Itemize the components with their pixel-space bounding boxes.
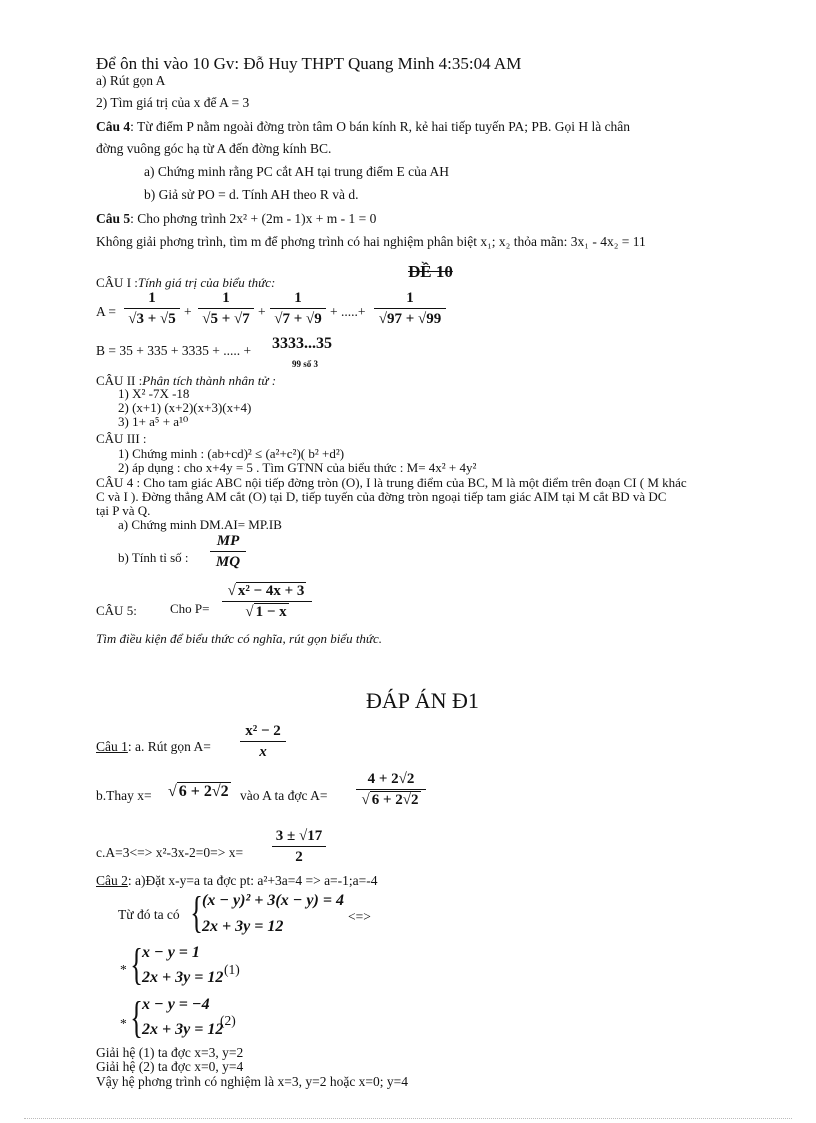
line-rut-gon: a) Rút gọn A <box>96 73 166 88</box>
a-term-1 <box>124 289 180 328</box>
cau2-label: CÂU II : <box>96 373 143 388</box>
x-value: √ 6 + 2√2 <box>168 783 229 800</box>
sys2-tag: (2) <box>220 1013 236 1028</box>
cau3-item-1: 1) Chứng minh : (ab+cd)² ≤ (a²+c²)( b² +d²) <box>118 446 345 461</box>
sys2-eq2: 2x + 3y = 12 <box>142 1021 224 1038</box>
cau4-de10-line2: C và I ). Đờng thẳng AM cắt (O) tại D, tiếp tuyến của đờng tròn ngoại tiếp tam giác AIM tại M cắt BD và DC <box>96 489 667 504</box>
ans-cau1-a <box>96 739 211 755</box>
ans-cau2-text: : a)Đặt x-y=a ta đợc pt: a²+3a=4 => a=-1;a=-4 <box>127 873 378 888</box>
a-term-4-den: √97 + √99 <box>378 311 442 327</box>
b-tail: 3333...35 <box>272 335 332 352</box>
a-term-2-num: 1 <box>222 290 230 306</box>
x-value-expr: 6 + 2√2 <box>178 783 229 800</box>
plus-2: + <box>258 304 266 319</box>
b-line: B = 35 + 335 + 3335 + ..... + <box>96 343 252 358</box>
p-den: √ 1 − x <box>245 604 287 620</box>
conclusion: Vậy hệ phơng trình có nghiệm là x=3, y=2 hoặc x=0; y=4 <box>96 1074 409 1089</box>
equiv-sign: <=> <box>348 909 371 924</box>
cau1-text: Tính giá trị của biểu thức: <box>137 275 276 290</box>
b-frac-den: √ 6 + 2√2 <box>361 792 419 808</box>
a-frac <box>240 722 286 761</box>
b-frac-num: 4 + 2√2 <box>367 771 415 787</box>
sys2-eq1: x − y = −4 <box>142 996 210 1013</box>
cau4-a: a) Chứng minh rằng PC cắt AH tại trung điểm E của AH <box>144 164 450 179</box>
ans-cau1-label: Câu 1 <box>96 739 128 754</box>
c-frac <box>272 827 326 866</box>
cau4-de10-line3: tại P và Q. <box>96 503 151 518</box>
cau4-text: : Từ điểm P nằm ngoài đờng tròn tâm O bán kính R, kẻ hai tiếp tuyến PA; PB. Gọi H là chân <box>130 119 631 134</box>
cau2-text: Phân tích thành nhân tử : <box>142 373 277 388</box>
a-term-3-num: 1 <box>294 290 302 306</box>
sys1-eq2: 2x + 3y = 12 <box>142 969 224 986</box>
a-term-4-num: 1 <box>406 290 414 306</box>
de10-title: ĐỀ 10 <box>408 262 453 281</box>
p-num: √ x² − 4x + 3 <box>227 583 305 599</box>
tu-do-ta-co: Từ đó ta có <box>118 907 180 922</box>
ans-cau2-label: Câu 2 <box>96 873 128 888</box>
ans-cau1-b: b.Thay x= <box>96 788 152 803</box>
sys0-eq2: 2x + 3y = 12 <box>202 918 284 935</box>
b-under: 99 số 3 <box>292 359 319 369</box>
plus-1: + <box>184 304 192 319</box>
c-frac-den: 2 <box>295 849 303 865</box>
a-term-4 <box>374 289 446 328</box>
mp-num: MP <box>216 533 240 549</box>
brace-2: { <box>130 993 143 1042</box>
page-bottom-divider <box>24 1118 792 1119</box>
b-frac-den-expr: 6 + 2√2 <box>371 792 419 808</box>
a-term-3 <box>270 289 326 328</box>
a-term-1-num: 1 <box>148 290 156 306</box>
sys1-eq1: x − y = 1 <box>142 944 200 961</box>
sys1-tag: (1) <box>224 962 240 977</box>
cau5-de10-text: Cho P= <box>170 601 210 616</box>
star-1: * <box>120 962 127 977</box>
ans-cau1-c: c.A=3<=> x²-3x-2=0=> x= <box>96 845 244 860</box>
mq-den: MQ <box>215 554 241 570</box>
cau5-de10-label: CÂU 5: <box>96 603 137 618</box>
cau3-item-2: 2) áp dụng : cho x+4y = 5 . Tìm GTNN của biểu thức : M= 4x² + 4y² <box>118 460 477 475</box>
cau3-label: CÂU III : <box>96 431 147 446</box>
mp-mq-fraction <box>210 532 246 571</box>
cau2-item-2: 2) (x+1) (x+2)(x+3)(x+4) <box>118 400 252 415</box>
a-frac-num: x² − 2 <box>245 723 281 739</box>
cau5-de10-note: Tìm điều kiện để biểu thức có nghĩa, rút gọn biểu thức. <box>96 631 383 646</box>
answer-title: ĐÁP ÁN Đ1 <box>366 688 479 713</box>
cau4-de10-a: a) Chứng minh DM.AI= MP.IB <box>118 517 282 532</box>
cau1-label: CÂU I : <box>96 275 138 290</box>
cau4-de10-b: b) Tính tỉ số : <box>118 550 189 565</box>
p-fraction <box>222 582 312 621</box>
cau5-line2: Không giải phơng trình, tìm m để phơng trình có hai nghiệm phân biệt x₁; x₂ thỏa mãn: 3x₁ - 4x₂ = 11 <box>96 234 646 249</box>
cau4-de10-line1: CÂU 4 : Cho tam giác ABC nội tiếp đờng tròn (O), I là trung điểm của BC, M là một điểm trên đoạn CI ( M khác <box>96 475 687 490</box>
a-term-2 <box>198 289 254 328</box>
brace-0: { <box>190 888 203 937</box>
cau5-label: Câu 5 <box>96 211 131 226</box>
c-frac-num: 3 ± √17 <box>275 828 323 844</box>
b-frac <box>356 770 426 809</box>
cau2-item-1: 1) X² -7X -18 <box>118 386 190 401</box>
solution-1: Giải hệ (1) ta đợc x=3, y=2 <box>96 1045 244 1060</box>
a-frac-den: x <box>259 744 267 760</box>
cau4-b: b) Giả sử PO = d. Tính AH theo R và d. <box>144 187 359 202</box>
line-tim-gia-tri: 2) Tìm giá trị của x để A = 3 <box>96 95 250 110</box>
brace-1: { <box>130 940 143 989</box>
a-term-3-den: √7 + √9 <box>274 311 322 327</box>
cau5-text: : Cho phơng trình 2x² + (2m - 1)x + m - 1 = 0 <box>130 211 377 226</box>
cau5-line1 <box>96 211 376 227</box>
solution-2: Giải hệ (2) ta đợc x=0, y=4 <box>96 1059 244 1074</box>
star-2: * <box>120 1016 127 1031</box>
cau4-line2: đờng vuông góc hạ từ A đến đờng kính BC. <box>96 141 332 156</box>
ans-cau1-b-mid: vào A ta đợc A= <box>240 788 328 803</box>
ans-cau2 <box>96 873 378 889</box>
a-term-2-den: √5 + √7 <box>202 311 250 327</box>
p-num-expr: x² − 4x + 3 <box>237 583 305 599</box>
cau4-label: Câu 4 <box>96 119 131 134</box>
cau4-line1 <box>96 119 630 135</box>
page-header: Để ôn thi vào 10 Gv: Đỗ Huy THPT Quang Minh 4:35:04 AM <box>96 54 522 73</box>
ans-cau1-a-text: : a. Rút gọn A= <box>127 739 211 754</box>
sys0-eq1: (x − y)² + 3(x − y) = 4 <box>202 892 344 909</box>
a-equals: A = <box>96 304 116 319</box>
cau2-item-3: 3) 1+ a⁵ + a¹⁰ <box>118 414 189 429</box>
a-term-1-den: √3 + √5 <box>128 311 176 327</box>
p-den-expr: 1 − x <box>255 604 287 620</box>
dots: + .....+ <box>330 304 366 319</box>
